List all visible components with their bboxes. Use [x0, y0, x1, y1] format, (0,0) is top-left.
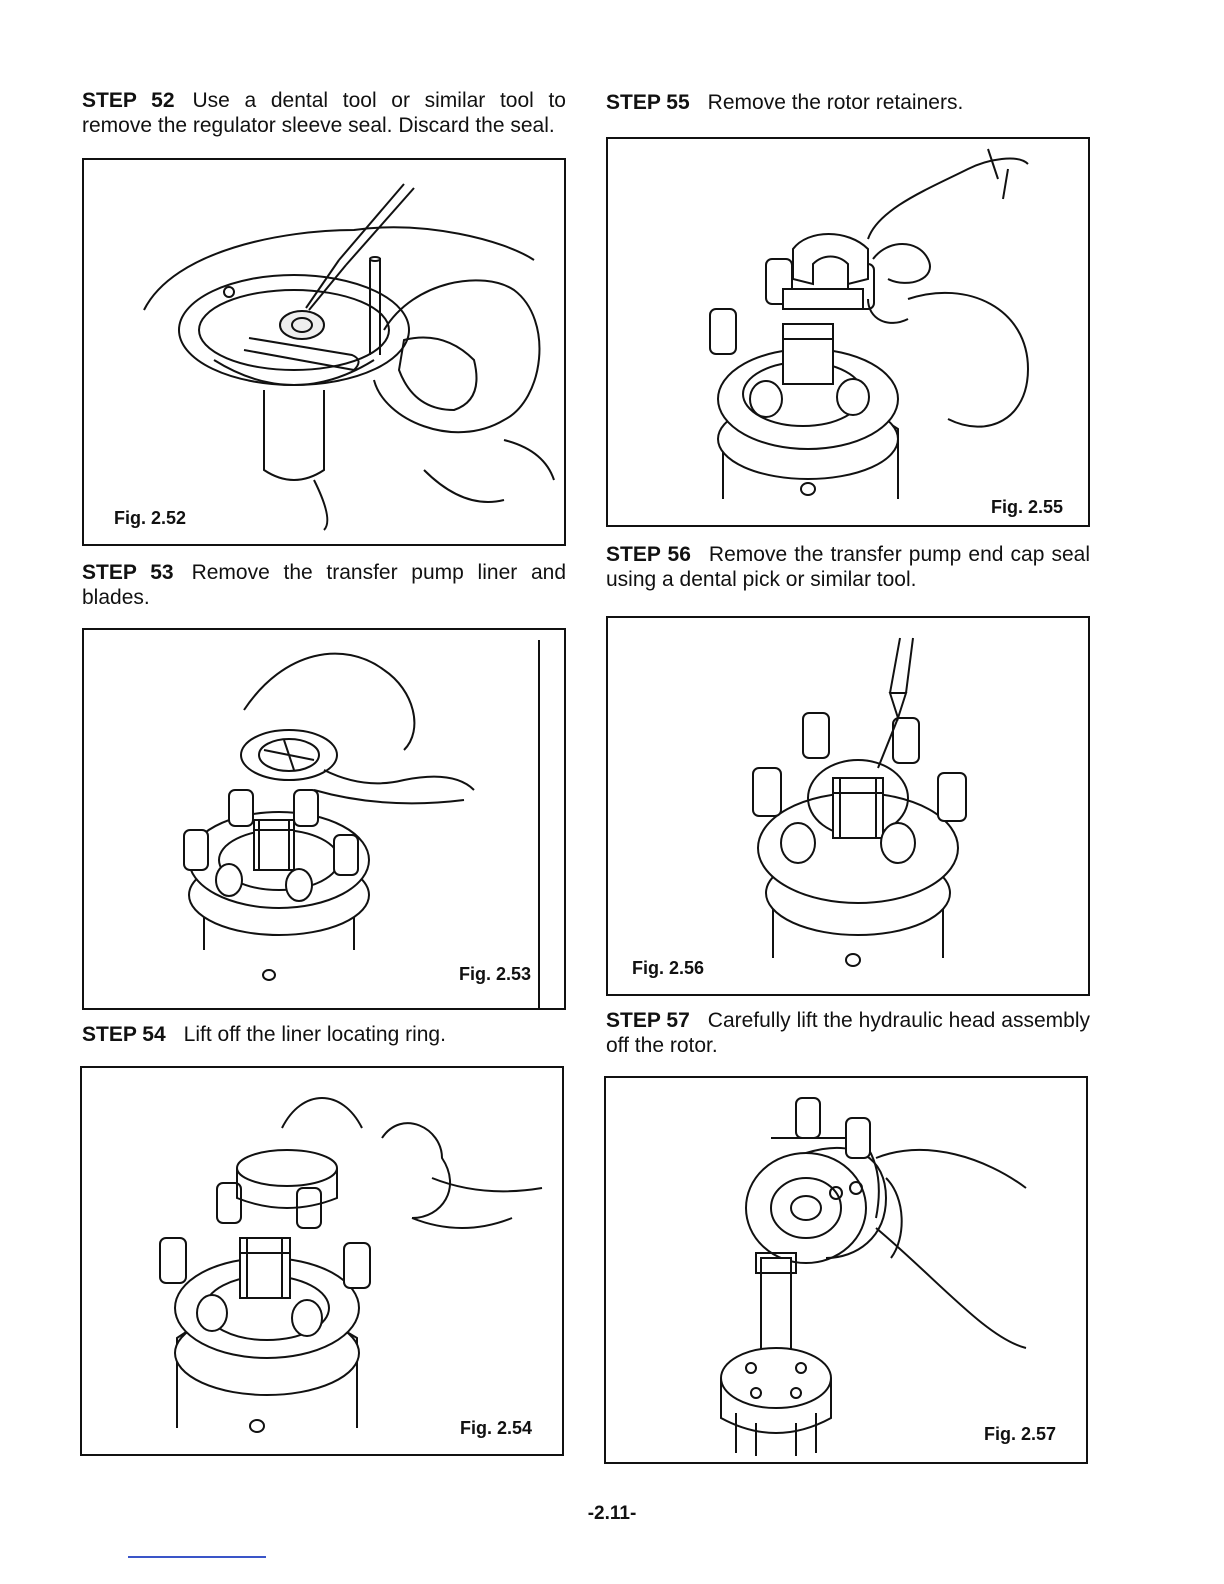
step-53: [82, 560, 566, 610]
figure-2-52: [82, 158, 566, 546]
step-52: [82, 88, 566, 138]
step-52-number: STEP 52: [82, 89, 175, 112]
step-57-number: STEP 57: [606, 1009, 690, 1032]
step-56-number: STEP 56: [606, 543, 691, 566]
figure-2-57: [604, 1076, 1088, 1464]
figure-2-56-caption: Fig. 2.56: [632, 958, 705, 978]
step-54-number: STEP 54: [82, 1023, 166, 1046]
step-52-text: Use a dental tool or similar tool to remove the regulator sleeve seal. Discard the seal.: [82, 89, 566, 137]
liner-locating-ring-illustration: [82, 1068, 562, 1454]
step-54: [82, 1022, 566, 1047]
figure-2-57-caption: Fig. 2.57: [984, 1424, 1057, 1444]
transfer-pump-liner-illustration: [84, 630, 564, 1008]
step-54-text: Lift off the liner locating ring.: [183, 1023, 446, 1046]
step-53-number: STEP 53: [82, 561, 174, 584]
figure-2-55: [606, 137, 1090, 527]
page-number: -2.11-: [587, 1503, 637, 1524]
figure-2-53: [82, 628, 566, 1010]
step-55-number: STEP 55: [606, 91, 690, 114]
regulator-seal-illustration: [84, 160, 564, 544]
figure-2-54-caption: Fig. 2.54: [460, 1418, 533, 1438]
hydraulic-head-illustration: [606, 1078, 1086, 1462]
figure-2-54: [80, 1066, 564, 1456]
figure-2-53-caption: Fig. 2.53: [459, 964, 532, 984]
step-57: [606, 1008, 1090, 1058]
step-53-text: Remove the transfer pump liner and blades.: [82, 561, 566, 609]
step-55: [606, 90, 1090, 115]
step-55-text: Remove the rotor retainers.: [707, 91, 964, 114]
figure-2-56: [606, 616, 1090, 996]
end-cap-seal-illustration: [608, 618, 1088, 994]
step-57-text: Carefully lift the hydraulic head assembly off the rotor.: [606, 1009, 1090, 1057]
figure-2-55-caption: Fig. 2.55: [991, 497, 1064, 517]
figure-2-52-caption: Fig. 2.52: [114, 508, 187, 528]
step-56: [606, 542, 1090, 592]
rotor-retainers-illustration: [608, 139, 1088, 525]
step-56-text: Remove the transfer pump end cap seal using a dental pick or similar tool.: [606, 543, 1090, 591]
footer-rule: [128, 1556, 266, 1558]
